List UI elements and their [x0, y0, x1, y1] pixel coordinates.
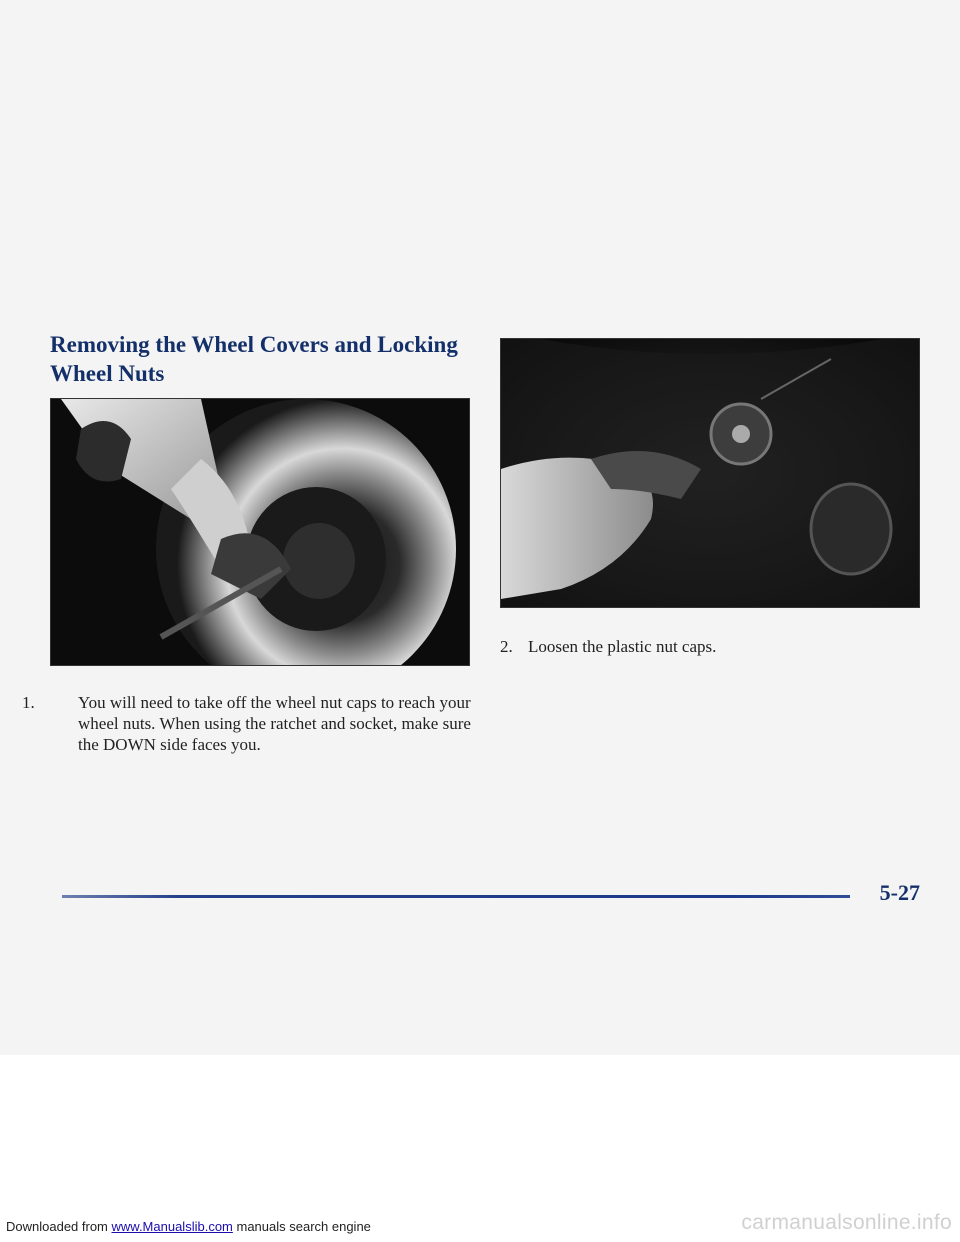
step-number: 1. [22, 693, 35, 712]
step-2 [500, 636, 920, 657]
watermark: carmanualsonline.info [741, 1211, 952, 1234]
page-rule [62, 895, 850, 898]
step-text: You will need to take off the wheel nut caps to reach your wheel nuts. When using the ratchet and socket, make sure the DOWN side faces you. [78, 693, 471, 754]
page-number: 5-27 [879, 880, 920, 905]
section-heading: Removing the Wheel Covers and Locking Wheel Nuts [50, 332, 458, 386]
step-number: 2. [500, 637, 513, 656]
download-source [6, 1219, 371, 1234]
step-1 [22, 692, 480, 755]
step-text: Loosen the plastic nut caps. [528, 637, 717, 656]
manualslib-link[interactable]: www.Manualslib.com [111, 1219, 233, 1234]
download-suffix: manuals search engine [232, 1219, 371, 1234]
download-prefix: Downloaded from [6, 1219, 112, 1234]
wheel-cover-removal-photo [50, 398, 470, 666]
nut-cap-closeup-photo [500, 338, 920, 608]
